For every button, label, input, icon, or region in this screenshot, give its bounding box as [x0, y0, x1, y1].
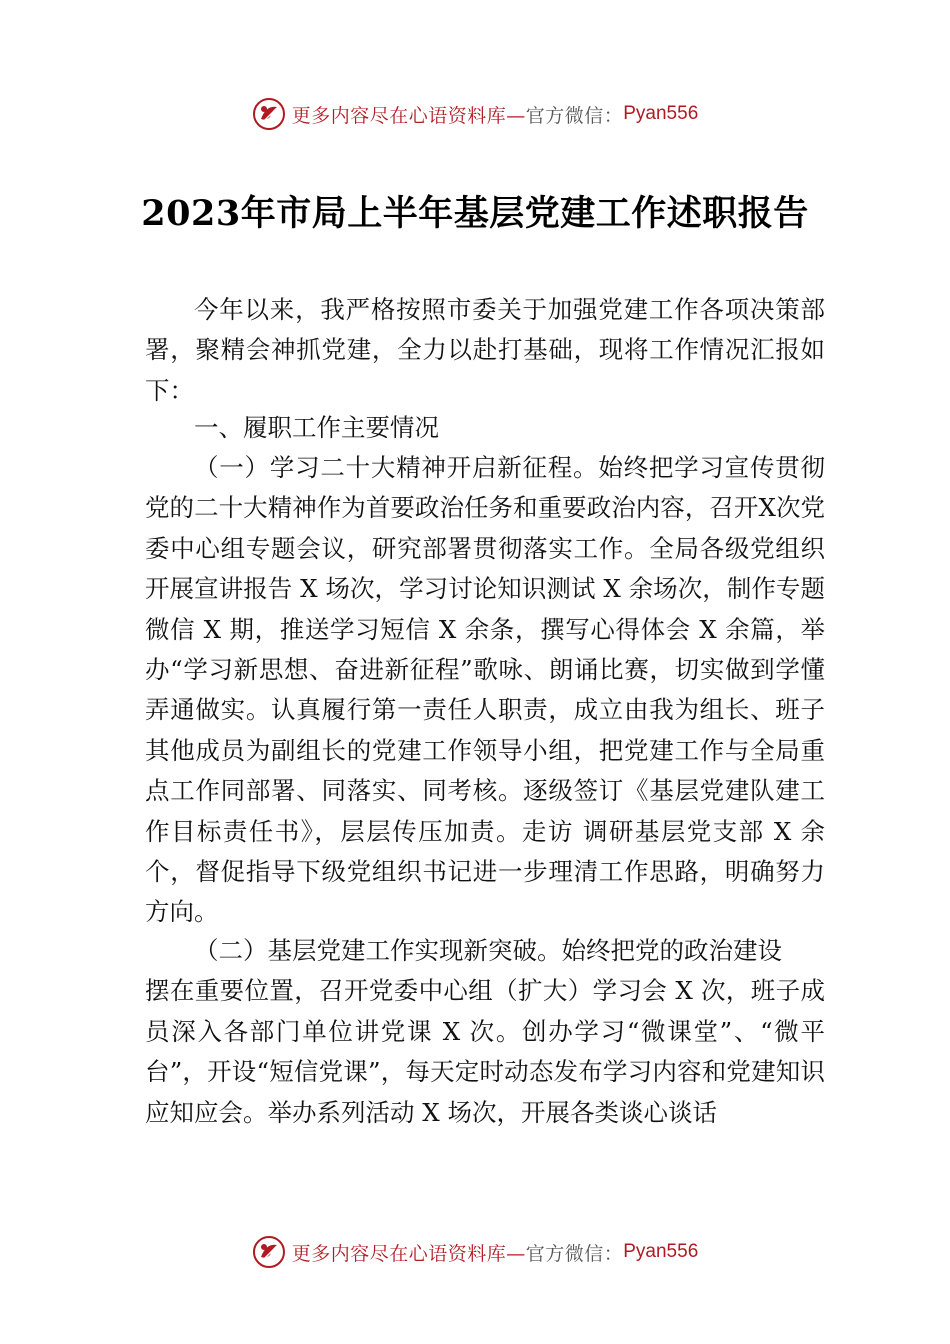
watermark-banner-bottom	[0, 1232, 950, 1272]
watermark-wechat-label: 官方微信：	[525, 104, 624, 127]
watermark-wechat-id: Pyan556	[623, 1241, 699, 1262]
document-title: 2023年市局上半年基层党建工作述职报告	[141, 193, 809, 234]
body-paragraph-2-first-line: （二）基层党建工作实现新突破。始终把党的政治建设	[194, 936, 782, 965]
watermark-wechat-label: 官方微信：	[525, 1242, 624, 1265]
logo-icon	[252, 97, 286, 131]
watermark-text: 更多内容尽在心语资料库—	[291, 1242, 526, 1265]
watermark-banner-top	[0, 94, 950, 134]
watermark-text: 更多内容尽在心语资料库—	[291, 104, 526, 127]
section-heading: 一、履职工作主要情况	[194, 413, 439, 442]
intro-paragraph: 今年以来，我严格按照市委关于加强党建工作各项决策部署，聚精会神抓党建，全力以赴打基础，现将工作情况汇报如下：	[145, 295, 825, 405]
watermark-wechat-id: Pyan556	[623, 103, 699, 124]
body-paragraph-2	[145, 931, 825, 1133]
body-paragraph-1: （一）学习二十大精神开启新征程。始终把学习宣传贯彻党的二十大精神作为首要政治任务和重要政治内容，召开X次党委中心组专题会议，研究部署贯彻落实工作。全局各级党组织开展宣讲报告 X 场次，学习讨论知识测试 X 余场次，制作专题微信 X 期，推送学习短信 X 余条，撰写心得体会 X 余篇，举办“学习新思想、奋进新征程”歌咏、朗诵比赛，切实做到学懂弄通做实。认真履行第一责任人职责，成立由我为组长、班子其他成员为副组长的党建工作领导小组，把党建工作与全局重点工作同部署、同落实、同考核。逐级签订《基层党建队建工作目标责任书》，层层传压加责。走访 调研基层党支部 X 余个，督促指导下级党组织书记进一步理清工作思路，明确努力方向。	[145, 453, 825, 927]
body-paragraph-2-rest: 摆在重要位置，召开党委中心组（扩大）学习会 X 次，班子成员深入各部门单位讲党课 X 次。创办学习“微课堂”、“微平台”，开设“短信党课”，每天定时动态发布学习内容和党建知识应知应会。举办系列活动 X 场次，开展各类谈心谈话	[145, 976, 825, 1127]
logo-icon	[252, 1235, 286, 1269]
